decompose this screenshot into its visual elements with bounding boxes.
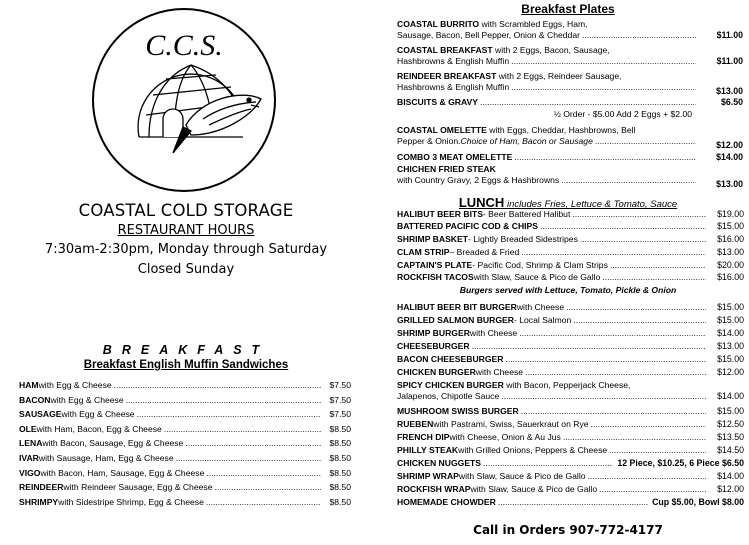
item-price: $11.00 (716, 29, 743, 40)
logo-text: C.C.S. (145, 29, 223, 62)
leader-dots (599, 484, 706, 495)
leader-dots (525, 367, 706, 378)
menu-item (397, 221, 744, 232)
item-price: $15.00 (717, 221, 744, 231)
menu-item (397, 367, 744, 378)
item-name: CHICKEN BURGER (397, 367, 476, 377)
item-name: RUEBEN (397, 419, 434, 429)
menu-item (397, 272, 744, 283)
leader-dots (501, 391, 706, 402)
item-price: $15.00 (717, 315, 744, 325)
item-price: $13.00 (717, 341, 744, 351)
left-column (0, 0, 372, 545)
item-name: COMBO 3 MEAT OMELETTE (397, 152, 513, 162)
item-name: BACON (19, 394, 51, 405)
menu-item (397, 419, 744, 430)
item-desc-italic: Choice of Ham, Bacon or Sausage (460, 135, 593, 146)
menu-item (397, 471, 744, 482)
menu-item (397, 445, 744, 456)
leader-dots (561, 175, 696, 186)
item-name: SHRIMP BURGER (397, 328, 470, 338)
menu-item (19, 393, 351, 408)
item-desc: – Breaded & Fried (449, 247, 520, 257)
item-name: HOMEMADE CHOWDER (397, 497, 496, 507)
leader-dots (602, 272, 706, 283)
item-desc: - Local Salmon (513, 315, 572, 325)
lunch-includes: includes Fries, Lettuce & Tomato, Sauce (504, 199, 678, 210)
item-name: ROCKFISH TACOS (397, 272, 474, 282)
item-price: $20.00 (717, 260, 744, 270)
item-desc: - Beer Battered Halibut (482, 209, 571, 219)
item-price: $14.00 (717, 328, 744, 338)
item-price: $11.00 (716, 55, 743, 66)
item-desc: Sausage, Bacon, Bell Pepper, Onion & Cheddar (397, 29, 580, 40)
menu-item-omelette (397, 125, 744, 150)
item-price: $8.50 (329, 423, 351, 434)
item-price: $14.00 (717, 390, 744, 401)
item-desc: with 2 Eggs, Bacon, Sausage, (492, 45, 610, 55)
item-name: SHRIMPY (19, 496, 59, 507)
leader-dots (164, 422, 321, 437)
leader-dots (591, 419, 706, 430)
menu-item (19, 378, 351, 393)
leader-dots (582, 30, 696, 41)
item-desc: with Eggs, Cheddar, Hashbrowns, Bell (486, 125, 636, 135)
item-price: $8.50 (329, 496, 351, 507)
breakfast-subtitle: Breakfast English Muffin Sandwiches (83, 359, 289, 371)
item-name: CHICHEN FRIED STEAK (397, 164, 496, 174)
menu-item (397, 406, 744, 417)
item-desc: Jalapenos, Chipotle Sauce (397, 390, 500, 401)
leader-dots (588, 471, 706, 482)
item-price: $19.00 (717, 209, 744, 219)
leader-dots (609, 445, 706, 456)
leader-dots (521, 406, 706, 417)
item-desc: with Bacon, Pepperjack Cheese, (503, 380, 631, 390)
item-name: SHRIMP WRAP (397, 471, 459, 481)
item-price: $13.00 (717, 247, 744, 257)
leader-dots (505, 354, 706, 365)
item-name: CHEESEBURGER (397, 341, 470, 351)
lunch-heading: LUNCH (458, 195, 505, 210)
menu-item (19, 407, 351, 422)
item-price: $13.00 (716, 85, 743, 96)
leader-dots (511, 56, 696, 67)
leader-dots (595, 136, 696, 147)
menu-item (397, 328, 744, 339)
item-price: $14.00 (716, 152, 743, 162)
item-price: $8.50 (329, 467, 351, 478)
item-desc: with Slaw, Sauce & Pico de Gallo (458, 471, 586, 481)
call-in-orders: Call in Orders 907-772-4177 (473, 523, 663, 537)
item-price: $15.00 (717, 302, 744, 312)
leader-dots (176, 451, 321, 466)
fish-icon (173, 95, 261, 153)
item-price: $13.50 (717, 432, 744, 442)
item-desc: with Grilled Onions, Peppers & Cheese (458, 445, 608, 455)
leader-dots (126, 393, 321, 408)
leader-dots (472, 341, 706, 352)
hours-text: 7:30am-2:30pm, Monday through Saturday (44, 242, 328, 257)
item-desc: with Egg & Cheese (50, 394, 124, 405)
item-name: MUSHROOM SWISS BURGER (397, 406, 519, 416)
menu-item (397, 302, 744, 313)
item-name: REINDEER BREAKFAST (397, 71, 497, 81)
item-desc: with Bacon, Sausage, Egg & Cheese (42, 438, 184, 449)
item-desc: with Slaw, Sauce & Pico de Gallo (470, 484, 598, 494)
item-name: GRILLED SALMON BURGER (397, 315, 514, 325)
biscuits-option: ½ Order - $5.00 Add 2 Eggs + $2.00 (553, 109, 692, 119)
leader-dots (521, 247, 706, 258)
menu-item-chowder (397, 497, 744, 508)
menu-item (397, 354, 744, 365)
menu-item-burrito (397, 19, 744, 40)
item-name: BISCUITS & GRAVY (397, 97, 479, 107)
menu-item-spicy-burger (397, 380, 744, 401)
menu-item (19, 466, 351, 481)
item-desc: with Slaw, Sauce & Pico de Gallo (473, 272, 601, 282)
item-desc: with 2 Eggs, Reindeer Sausage, (496, 71, 622, 81)
item-desc: with Egg & Cheese (38, 380, 112, 390)
leader-dots (566, 302, 706, 313)
hours-title: RESTAURANT HOURS (117, 223, 255, 238)
item-name: HAM (19, 380, 39, 390)
item-desc: with Pastrami, Swiss, Sauerkraut on Rye (433, 419, 589, 429)
item-price: $12.50 (717, 419, 744, 429)
leader-dots (540, 221, 706, 232)
item-name: SAUSAGE (19, 409, 62, 420)
menu-item (397, 247, 744, 258)
item-name: IVAR (19, 452, 39, 463)
leader-dots (563, 432, 706, 443)
leader-dots (214, 480, 321, 495)
item-price: $7.50 (329, 409, 351, 420)
leader-dots (580, 234, 706, 245)
item-desc: - Lightly Breaded Sidestripes (468, 234, 578, 244)
leader-dots (483, 458, 613, 469)
item-desc: - Pacific Cod, Shrimp & Clam Strips (472, 260, 608, 270)
item-price: $15.00 (717, 406, 744, 416)
menu-item-reindeer-breakfast (397, 71, 744, 96)
item-desc: with Cheese, Onion & Au Jus (449, 432, 561, 442)
item-name: CHICKEN NUGGETS (397, 458, 482, 468)
company-name: COASTAL COLD STORAGE (78, 201, 294, 220)
item-price: $7.50 (329, 394, 351, 405)
item-price: $8.50 (329, 438, 351, 449)
item-desc: with Egg & Cheese (61, 409, 135, 420)
item-price: $14.00 (717, 471, 744, 481)
item-price: $16.00 (717, 234, 744, 244)
item-desc: with Bacon, Ham, Sausage, Egg & Cheese (40, 467, 205, 478)
leader-dots (185, 436, 321, 451)
item-desc: with Cheese (516, 302, 565, 312)
menu-item (397, 341, 744, 352)
item-name: FRENCH DIP (397, 432, 450, 442)
menu-item-combo (397, 152, 744, 163)
item-price: $12.00 (717, 367, 744, 377)
item-name: COASTAL BURRITO (397, 19, 480, 29)
item-name: SHRIMP BASKET (397, 234, 468, 244)
leader-dots (610, 260, 706, 271)
item-name: HALIBUT BEER BITS (397, 209, 483, 219)
menu-item-nuggets (397, 458, 744, 469)
item-desc: with Sidestripe Shrimp, Egg & Cheese (58, 496, 204, 507)
item-price: 12 Piece, $10.25, 6 Piece $6.50 (617, 458, 744, 468)
item-name: OLE (19, 423, 37, 434)
menu-item (397, 234, 744, 245)
item-name: LENA (19, 438, 43, 449)
item-name: HALIBUT BEER BIT BURGER (397, 302, 517, 312)
menu-item (19, 436, 351, 451)
leader-dots (114, 378, 321, 393)
menu-item (397, 484, 744, 495)
item-desc: Hashbrowns & English Muffin (397, 55, 510, 66)
right-column (392, 0, 744, 545)
item-price: $6.50 (720, 97, 743, 107)
item-name: PHILLY STEAK (397, 445, 459, 455)
breakfast-title: BREAKFAST (102, 343, 270, 357)
plates-title: Breakfast Plates (521, 2, 615, 16)
item-price: $12.00 (716, 139, 743, 150)
item-desc: with Sausage, Ham, Egg & Cheese (38, 452, 174, 463)
leader-dots (206, 495, 321, 510)
item-desc: with Scrambled Eggs, Ham, (479, 19, 588, 29)
leader-dots (137, 407, 321, 422)
menu-item (397, 209, 744, 220)
leader-dots (572, 209, 706, 220)
item-desc: Pepper & Onion. (397, 135, 461, 146)
item-desc: with Ham, Bacon, Egg & Cheese (36, 423, 162, 434)
leader-dots (498, 497, 648, 508)
item-price: $15.00 (717, 354, 744, 364)
menu-item (19, 451, 351, 466)
burger-note: Burgers served with Lettuce, Tomato, Pickle & Onion (459, 285, 677, 295)
menu-item-steak (397, 164, 744, 189)
item-price: $8.50 (329, 452, 351, 463)
item-desc: with Cheese (475, 367, 524, 377)
menu-item-coastal-breakfast (397, 45, 744, 66)
item-price: $16.00 (717, 272, 744, 282)
leader-dots (511, 82, 696, 93)
leader-dots (573, 315, 706, 326)
breakfast-list (19, 378, 351, 509)
leader-dots (206, 466, 321, 481)
item-desc: with Reindeer Sausage, Egg & Cheese (63, 482, 213, 493)
leader-dots (514, 152, 696, 163)
menu-item (397, 432, 744, 443)
item-name: COASTAL BREAKFAST (397, 45, 493, 55)
item-price: $13.00 (716, 178, 743, 189)
item-price: $14.50 (717, 445, 744, 455)
leader-dots (519, 328, 706, 339)
item-price: $8.50 (329, 482, 351, 493)
item-name: BACON CHEESEBURGER (397, 354, 504, 364)
item-price: Cup $5.00, Bowl $8.00 (652, 497, 744, 507)
menu-item (397, 315, 744, 326)
item-name: SPICY CHICKEN BURGER (397, 380, 504, 390)
menu-item (19, 422, 351, 437)
item-name: CLAM STRIP (397, 247, 450, 257)
item-name: BATTERED PACIFIC COD & CHIPS (397, 221, 539, 231)
ccs-logo (91, 7, 277, 193)
item-name: REINDEER (19, 482, 64, 493)
item-name: COASTAL OMELETTE (397, 125, 487, 135)
menu-item-biscuits (397, 97, 744, 108)
item-name: VIGO (19, 467, 41, 478)
item-desc: with Country Gravy, 2 Eggs & Hashbrowns (397, 174, 560, 185)
closed-text: Closed Sunday (137, 262, 235, 277)
item-price: $7.50 (329, 380, 351, 390)
item-desc: with Cheese (469, 328, 518, 338)
item-name: CAPTAIN'S PLATE (397, 260, 473, 270)
menu-item (19, 495, 351, 510)
item-name: ROCKFISH WRAP (397, 484, 471, 494)
leader-dots (480, 97, 696, 108)
item-desc: Hashbrowns & English Muffin (397, 81, 510, 92)
item-price: $12.00 (717, 484, 744, 494)
menu-item (19, 480, 351, 495)
menu-item (397, 260, 744, 271)
